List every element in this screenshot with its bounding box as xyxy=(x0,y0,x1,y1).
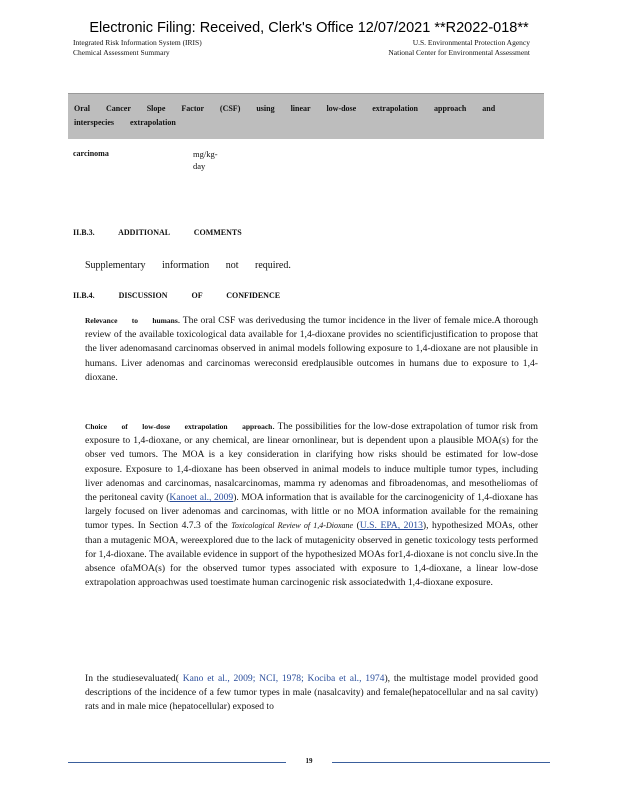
paragraph-body: In the studiesevaluated( xyxy=(85,673,183,684)
footer-rule-right xyxy=(332,762,550,763)
paragraph-studies-evaluated xyxy=(85,672,538,715)
table-cell-unit xyxy=(193,148,233,172)
section-heading-discussion-of-confidence: II.B.4. DISCUSSION OF CONFIDENCE xyxy=(73,291,281,300)
banner-label: Oral Cancer Slope Factor (CSF) using linear low-dose extrapolation approach and interspecies extrapolation xyxy=(74,104,496,127)
header-left xyxy=(73,38,233,58)
citation-link[interactable]: Kano et al., 2009 xyxy=(182,673,253,684)
paragraph-lead: Relevance to humans xyxy=(85,316,178,325)
document-title: Toxicological Review of 1,4-Dioxane xyxy=(231,521,354,531)
paragraph-body: ( xyxy=(353,520,360,532)
citation-separator: ; xyxy=(301,673,308,684)
footer-rule-left xyxy=(68,762,286,763)
page-number: 19 xyxy=(305,757,313,765)
citation-link[interactable]: U.S. EPA, 2013 xyxy=(359,520,423,532)
paragraph-body: . The oral CSF was derivedusing the tumor incidence in the liver of female mice.A thorough review of the available toxicological data available for 1,4-dioxane provides no scientificjustification to propose that the liver adenomasand carcinomas observed in animal models following exposure to 1,4-dioxane are not plausible in humans. Liver adenomas and carcinomas wereconsid eredplausible outcomes in humans due to exposure to 1,4-dioxane. xyxy=(85,315,538,383)
paragraph-body: ), the multistage model provided good descriptions of the incidence of a few tumor types in male (nasalcavity) and female(hepatocellular and na sal cavity) rats and in male mice (hepatocellular) exposed to xyxy=(85,673,538,713)
citation-link[interactable]: NCI, 1978 xyxy=(259,673,302,684)
additional-comments-text: Supplementary information not required. xyxy=(85,260,291,271)
header-program-name: Integrated Risk Information System (IRIS) xyxy=(73,38,202,47)
paragraph-body: ). MOA information that is available for the carcinogenicity of 1,4-dioxane has largely focused on liver adenomas and carcinomas, with little or no MOA information available for the remaining tumor types. In Section 4.7.3 of the xyxy=(85,492,538,532)
table-cell-carcinoma: carcinoma xyxy=(73,149,109,158)
unit-line-2: day xyxy=(193,161,206,171)
paragraph-lead: Choice of low-dose extrapolation approach xyxy=(85,422,273,431)
citation-separator: ; xyxy=(252,673,260,684)
paragraph-relevance xyxy=(85,314,538,385)
section-heading-additional-comments: II.B.3. ADDITIONAL COMMENTS xyxy=(73,228,242,237)
header-center: National Center for Environmental Assessment xyxy=(388,48,530,57)
paragraph-body: ), hypothesized MOAs, other than a mutagenic MOA, wereexplored due to the lack of mutagenicity observed in genetic toxicology tests performed for 1,4-dioxane. The available evidence in support of the hypothesized MOAs for1,4-dioxane is not conclu sive.In the absence ofaMOA(s) for the observed tumor types associated with exposure to 1,4-dioxane, a linear low-dose extrapolation approachwas used toestimate human carcinogenic risk associatedwith 1,4-dioxane exposure. xyxy=(85,520,539,589)
header-agency: U.S. Environmental Protection Agency xyxy=(412,38,530,47)
citation-link[interactable]: Kanoet al., 2009 xyxy=(169,492,234,504)
citation-link[interactable]: Kociba et al., 1974 xyxy=(307,673,385,684)
paragraph-body: . The possibilities for the low-dose extrapolation of tumor risk from exposure to 1,4-dioxane, or any chemical, are linear ornonlinear, but is dependent upon a plausible MOA(s) for the obser ved tumors. The MOA is a key consideration in clarifying how risks should be estimated for low-dose exposure. Exposure to 1,4-dioxane has been observed in animal models to induce multiple tumor types, including liver adenomas and carcinomas, nasalcarcinomas, mamma ry adenomas and fibroadenomas, and mesotheliomas of the peritoneal cavity ( xyxy=(85,421,538,504)
filing-stamp: Electronic Filing: Received, Clerk's Office 12/07/2021 **R2022-018** xyxy=(89,20,529,36)
header-document-type: Chemical Assessment Summary xyxy=(73,48,170,57)
table-header-banner xyxy=(68,93,544,139)
paragraph-low-dose-approach xyxy=(85,420,538,590)
unit-line-1: mg/kg- xyxy=(193,149,218,159)
header-right xyxy=(370,38,530,58)
